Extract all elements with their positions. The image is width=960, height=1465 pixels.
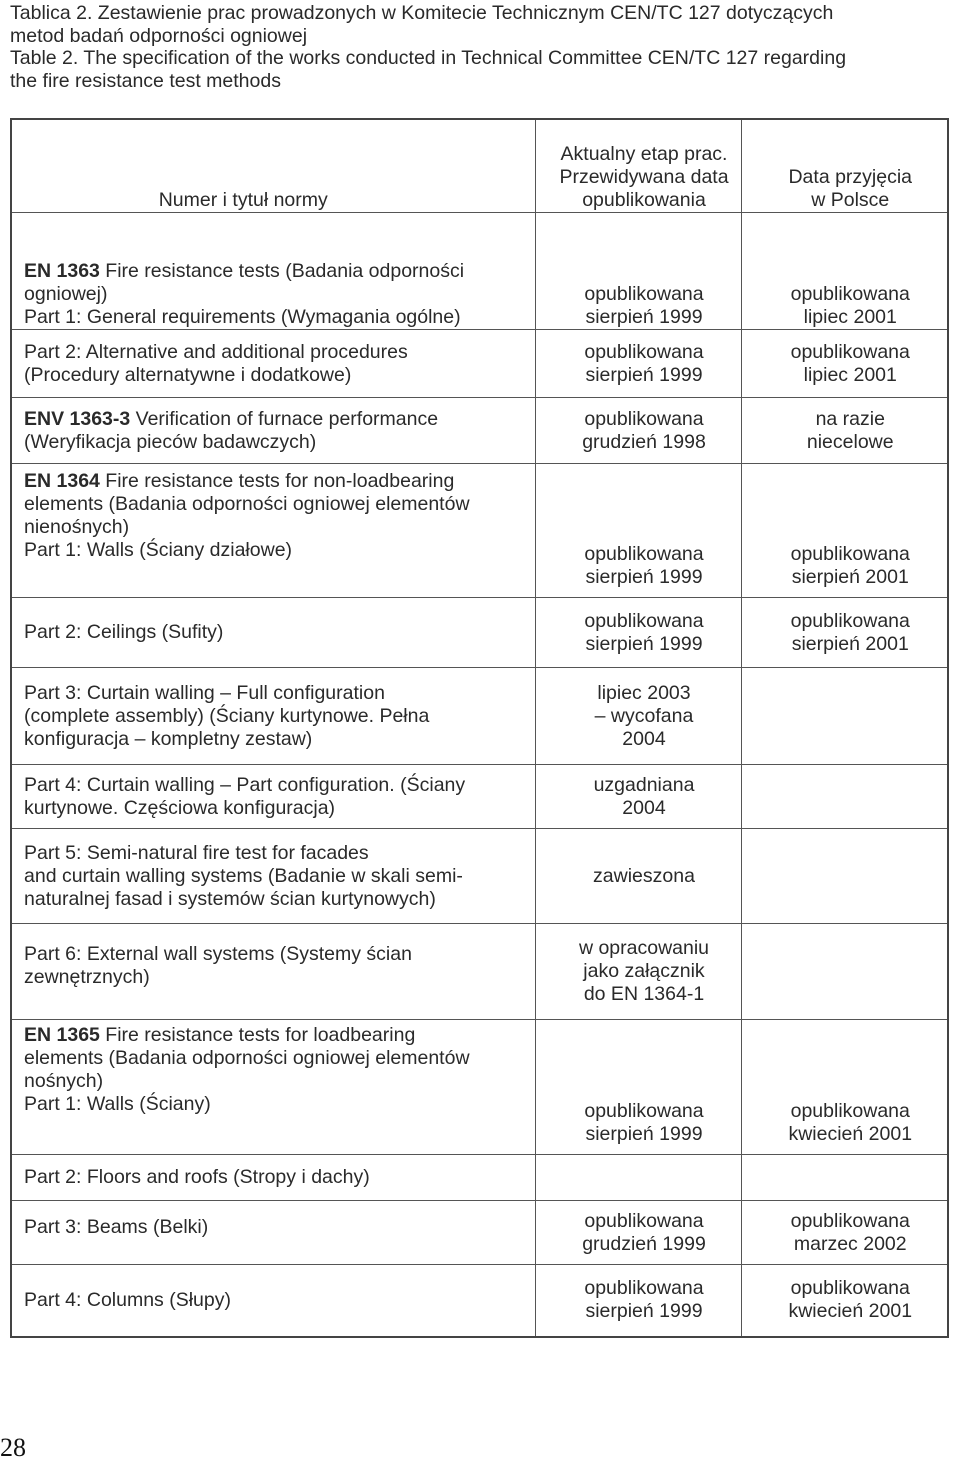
status-line: sierpień 1999	[585, 566, 703, 588]
status-cell	[535, 829, 741, 924]
status-cell	[535, 668, 741, 765]
header-standard-label: Numer i tytuł normy	[158, 189, 328, 211]
standard-cell	[11, 1265, 535, 1337]
status-line: jako załącznik	[583, 960, 705, 982]
adoption-line: opublikowana	[790, 340, 910, 363]
table-row	[11, 1265, 948, 1337]
standard-line	[24, 470, 535, 493]
status-cell	[535, 1265, 741, 1337]
standard-cell	[11, 464, 535, 598]
adoption-cell	[741, 330, 948, 398]
standard-cell	[11, 668, 535, 765]
status-line: 2004	[622, 796, 666, 819]
standard-line: Part 3: Curtain walling – Full configuration	[24, 681, 385, 704]
status-line: sierpień 1999	[585, 1300, 703, 1323]
table-caption	[10, 2, 955, 92]
status-line: sierpień 1999	[585, 306, 703, 328]
header-row	[11, 119, 948, 213]
standard-line: Part 2: Floors and roofs (Stropy i dachy)	[24, 1166, 370, 1188]
status-cell	[535, 464, 741, 598]
adoption-line: niecelowe	[806, 430, 894, 453]
standard-code: ENV 1363-3	[24, 407, 131, 430]
status-line: opublikowana	[584, 340, 704, 363]
standard-cell	[11, 1201, 535, 1265]
status-line: opublikowana	[584, 609, 704, 632]
adoption-cell	[741, 1020, 948, 1155]
header-adoption	[741, 119, 948, 213]
standard-line: Part 2: Alternative and additional procedures	[24, 340, 408, 363]
status-cell	[535, 1020, 741, 1155]
header-status-line: Przewidywana data	[559, 166, 729, 188]
standard-cell	[11, 1020, 535, 1155]
table-row	[11, 765, 948, 829]
status-line: lipiec 2003	[597, 681, 691, 704]
adoption-line: opublikowana	[790, 1277, 910, 1300]
status-line: grudzień 1998	[582, 430, 706, 453]
table-row	[11, 398, 948, 464]
standard-line: Part 6: External wall systems (Systemy ścian	[24, 942, 412, 965]
status-cell	[535, 330, 741, 398]
status-line: do EN 1364-1	[583, 983, 705, 1005]
status-cell	[535, 924, 741, 1020]
standard-line: Part 3: Beams (Belki)	[24, 1216, 209, 1238]
standard-line: kurtynowe. Częściowa konfiguracja)	[24, 796, 336, 819]
status-cell	[535, 1201, 741, 1265]
standard-line: and curtain walling systems (Badanie w skali semi-	[24, 864, 463, 887]
standard-code: EN 1364	[24, 470, 100, 492]
table-row	[11, 668, 948, 765]
standard-line: naturalnej fasad i systemów ścian kurtynowych)	[24, 887, 436, 910]
adoption-line: opublikowana	[790, 283, 910, 305]
adoption-line: opublikowana	[790, 543, 910, 565]
adoption-line: kwiecień 2001	[788, 1123, 913, 1145]
standard-line: (Procedury alternatywne i dodatkowe)	[24, 363, 352, 386]
adoption-line: lipiec 2001	[803, 306, 897, 328]
status-cell	[535, 213, 741, 330]
standard-line: (Weryfikacja pieców badawczych)	[24, 430, 317, 453]
adoption-cell	[741, 668, 948, 765]
standard-line: Part 1: Walls (Ściany)	[24, 1093, 211, 1115]
adoption-line: kwiecień 2001	[788, 1300, 913, 1323]
standard-line: Part 1: General requirements (Wymagania ogólne)	[24, 306, 461, 328]
standard-line: ogniowej)	[24, 283, 108, 305]
status-line: opublikowana	[584, 1100, 704, 1122]
standard-line: (complete assembly) (Ściany kurtynowe. Pełna	[24, 704, 430, 727]
adoption-line: opublikowana	[790, 1209, 910, 1232]
header-adoption-line: Data przyjęcia	[788, 166, 913, 188]
table-row	[11, 213, 948, 330]
adoption-cell	[741, 924, 948, 1020]
status-line: grudzień 1999	[582, 1232, 706, 1255]
standard-line: Part 4: Columns (Słupy)	[24, 1288, 231, 1311]
status-line: opublikowana	[584, 283, 704, 305]
status-line: uzgadniana	[593, 773, 695, 796]
standard-line	[24, 1024, 535, 1047]
standard-line: Part 1: Walls (Ściany działowe)	[24, 539, 293, 561]
adoption-line: opublikowana	[790, 609, 910, 632]
caption-en-line2: the fire resistance test methods	[10, 69, 281, 92]
standard-line: nośnych)	[24, 1070, 104, 1092]
status-cell	[535, 1155, 741, 1201]
standard-cell	[11, 598, 535, 668]
adoption-line: sierpień 2001	[791, 632, 909, 655]
standard-cell	[11, 1155, 535, 1201]
standard-text: Verification of furnace performance	[130, 407, 439, 430]
standard-text: Fire resistance tests for non-loadbearing	[99, 470, 455, 492]
adoption-cell	[741, 598, 948, 668]
status-line: opublikowana	[584, 1277, 704, 1300]
table-row	[11, 1020, 948, 1155]
standards-table	[10, 118, 949, 1338]
status-line: opublikowana	[584, 407, 704, 430]
standard-line: konfiguracja – kompletny zestaw)	[24, 727, 313, 750]
header-status-line: opublikowania	[582, 189, 706, 211]
status-line: 2004	[622, 727, 666, 750]
caption-en-line1: Table 2. The specification of the works conducted in Technical Committee CEN/TC 127 regarding	[10, 47, 847, 69]
adoption-line: na razie	[815, 407, 885, 430]
standard-line: Part 2: Ceilings (Sufity)	[24, 621, 224, 643]
header-status-line: Aktualny etap prac.	[560, 143, 728, 165]
standard-text: Fire resistance tests (Badania odporności	[99, 260, 465, 282]
caption-pl-line1: Tablica 2. Zestawienie prac prowadzonych w Komitecie Technicznym CEN/TC 127 dotyczących	[10, 2, 834, 24]
status-line: sierpień 1999	[585, 363, 703, 386]
standard-code: EN 1365	[24, 1024, 100, 1046]
page-number: 28	[0, 1433, 26, 1462]
adoption-line: sierpień 2001	[791, 566, 909, 588]
table-row	[11, 598, 948, 668]
caption-pl-line2: metod badań odporności ogniowej	[10, 24, 308, 47]
adoption-line: opublikowana	[790, 1100, 910, 1122]
adoption-cell	[741, 398, 948, 464]
status-cell	[535, 398, 741, 464]
standard-line	[24, 408, 535, 431]
adoption-cell	[741, 829, 948, 924]
table-row	[11, 1155, 948, 1201]
table-row	[11, 924, 948, 1020]
table-row	[11, 464, 948, 598]
standard-cell	[11, 398, 535, 464]
adoption-cell	[741, 1265, 948, 1337]
status-cell	[535, 765, 741, 829]
standard-line: nienośnych)	[24, 516, 130, 538]
standard-line	[24, 260, 535, 283]
adoption-cell	[741, 765, 948, 829]
header-adoption-line: w Polsce	[811, 189, 890, 211]
adoption-cell	[741, 1201, 948, 1265]
standard-line: elements (Badania odporności ogniowej elementów	[24, 493, 470, 515]
status-line: opublikowana	[584, 1209, 704, 1232]
status-cell	[535, 598, 741, 668]
table-row	[11, 1201, 948, 1265]
adoption-line: lipiec 2001	[803, 363, 897, 386]
standard-line: zewnętrznych)	[24, 965, 150, 988]
standard-line: Part 5: Semi-natural fire test for facades	[24, 841, 369, 864]
status-line: sierpień 1999	[585, 1123, 703, 1145]
standard-cell	[11, 829, 535, 924]
adoption-cell	[741, 213, 948, 330]
status-line: sierpień 1999	[585, 632, 703, 655]
standard-cell	[11, 213, 535, 330]
adoption-cell	[741, 1155, 948, 1201]
standard-line: Part 4: Curtain walling – Part configuration. (Ściany	[24, 773, 466, 796]
adoption-cell	[741, 464, 948, 598]
standard-cell	[11, 924, 535, 1020]
standard-cell	[11, 765, 535, 829]
standard-text: Fire resistance tests for loadbearing	[99, 1024, 416, 1046]
table-row	[11, 330, 948, 398]
standard-cell	[11, 330, 535, 398]
header-standard	[11, 119, 535, 213]
status-line: w opracowaniu	[578, 937, 710, 959]
standard-code: EN 1363	[24, 260, 100, 282]
standard-line: elements (Badania odporności ogniowej elementów	[24, 1047, 470, 1069]
status-line: zawieszona	[593, 864, 695, 887]
status-line: opublikowana	[584, 543, 704, 565]
adoption-line: marzec 2002	[793, 1232, 907, 1255]
header-status	[535, 119, 741, 213]
table-row	[11, 829, 948, 924]
status-line: – wycofana	[594, 704, 694, 727]
